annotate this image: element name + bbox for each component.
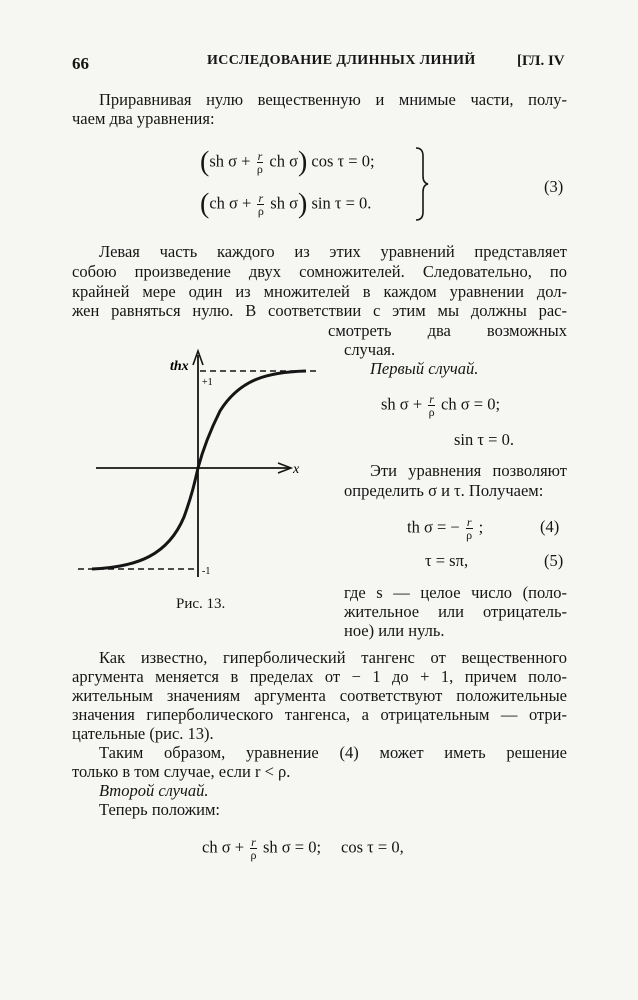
para2-line3: крайней мере один из множителей в каждом уравнении дол- <box>72 282 567 301</box>
para1-line1: Приравнивая нулю вещественную и мнимые части, полу- <box>99 90 567 109</box>
equation-number-5: (5) <box>544 551 564 570</box>
y-axis-label: thx <box>170 359 189 374</box>
page-number: 66 <box>72 54 89 73</box>
equation-case1-a: sh σ + $\frac{r}{\rho}$ ch σ = 0; <box>381 392 501 419</box>
equation-case1-b: sin τ = 0. <box>454 430 514 449</box>
figure-caption: Рис. 13. <box>176 596 226 612</box>
plus-one-label: +1 <box>202 377 213 388</box>
para3-line2: аргумента меняется в пределах от − 1 до + 1, причем поло- <box>72 667 567 686</box>
tanh-curve <box>92 371 306 569</box>
para3-line5: цательные (рис. 13). <box>72 724 214 743</box>
para3-line4: значения гиперболического тангенса, а отрицательным — отри- <box>72 705 567 724</box>
running-title: ИССЛЕДОВАНИЕ ДЛИННЫХ ЛИНИЙ <box>207 53 476 68</box>
equation-3b: (ch σ + $\frac{r}{\rho}$ sh σ) sin τ = 0. <box>200 188 372 220</box>
case1-after-line3: ное) или нуль. <box>344 621 445 640</box>
para2-line1: Левая часть каждого из этих уравнений представляет <box>99 242 567 261</box>
para2-line6: случая. <box>344 340 396 359</box>
system-brace <box>414 146 430 222</box>
para4-line1: Таким образом, уравнение (4) может иметь решение <box>99 743 567 762</box>
x-axis-label: x <box>293 462 300 477</box>
case1-text-line1: Эти уравнения позволяют <box>370 461 567 480</box>
para4-line2: только в том случае, если r < ρ. <box>72 762 291 781</box>
para3-line3: жительным значениям аргумента соответствуют положительные <box>72 686 567 705</box>
chapter-label: [ГЛ. IV <box>517 53 565 69</box>
tanh-figure <box>78 345 318 580</box>
equation-3a: (sh σ + $\frac{r}{\rho}$ ch σ) cos τ = 0; <box>200 146 375 178</box>
case1-title: Первый случай. <box>370 359 479 378</box>
case1-after-line1: где s — целое число (поло- <box>344 583 567 602</box>
equation-5: τ = sπ, <box>425 551 469 570</box>
para2-line5: смотреть два возможных <box>328 321 567 340</box>
minus-one-label: -1 <box>202 566 211 577</box>
para2-line2: собою произведение двух сомножителей. Следовательно, по <box>72 262 567 281</box>
final-equation: ch σ + $\frac{r}{\rho}$ sh σ = 0; cos τ = 0, <box>202 835 404 862</box>
now-put-line: Теперь положим: <box>99 800 221 819</box>
equation-number-3: (3) <box>544 177 564 196</box>
para3-line1: Как известно, гиперболический тангенс от вещественного <box>99 648 567 667</box>
case1-after-line2: жительное или отрицатель- <box>344 602 567 621</box>
equation-number-4: (4) <box>540 517 560 536</box>
case1-text-line2: определить σ и τ. Получаем: <box>344 481 544 500</box>
case2-title: Второй случай. <box>99 781 209 800</box>
equation-4: th σ = − $\frac{r}{\rho}$ ; <box>407 515 484 542</box>
para1-line2: чаем два уравнения: <box>72 109 215 128</box>
para2-line4: жен равняться нулю. В соответствии с этим мы должны рас- <box>72 301 567 320</box>
